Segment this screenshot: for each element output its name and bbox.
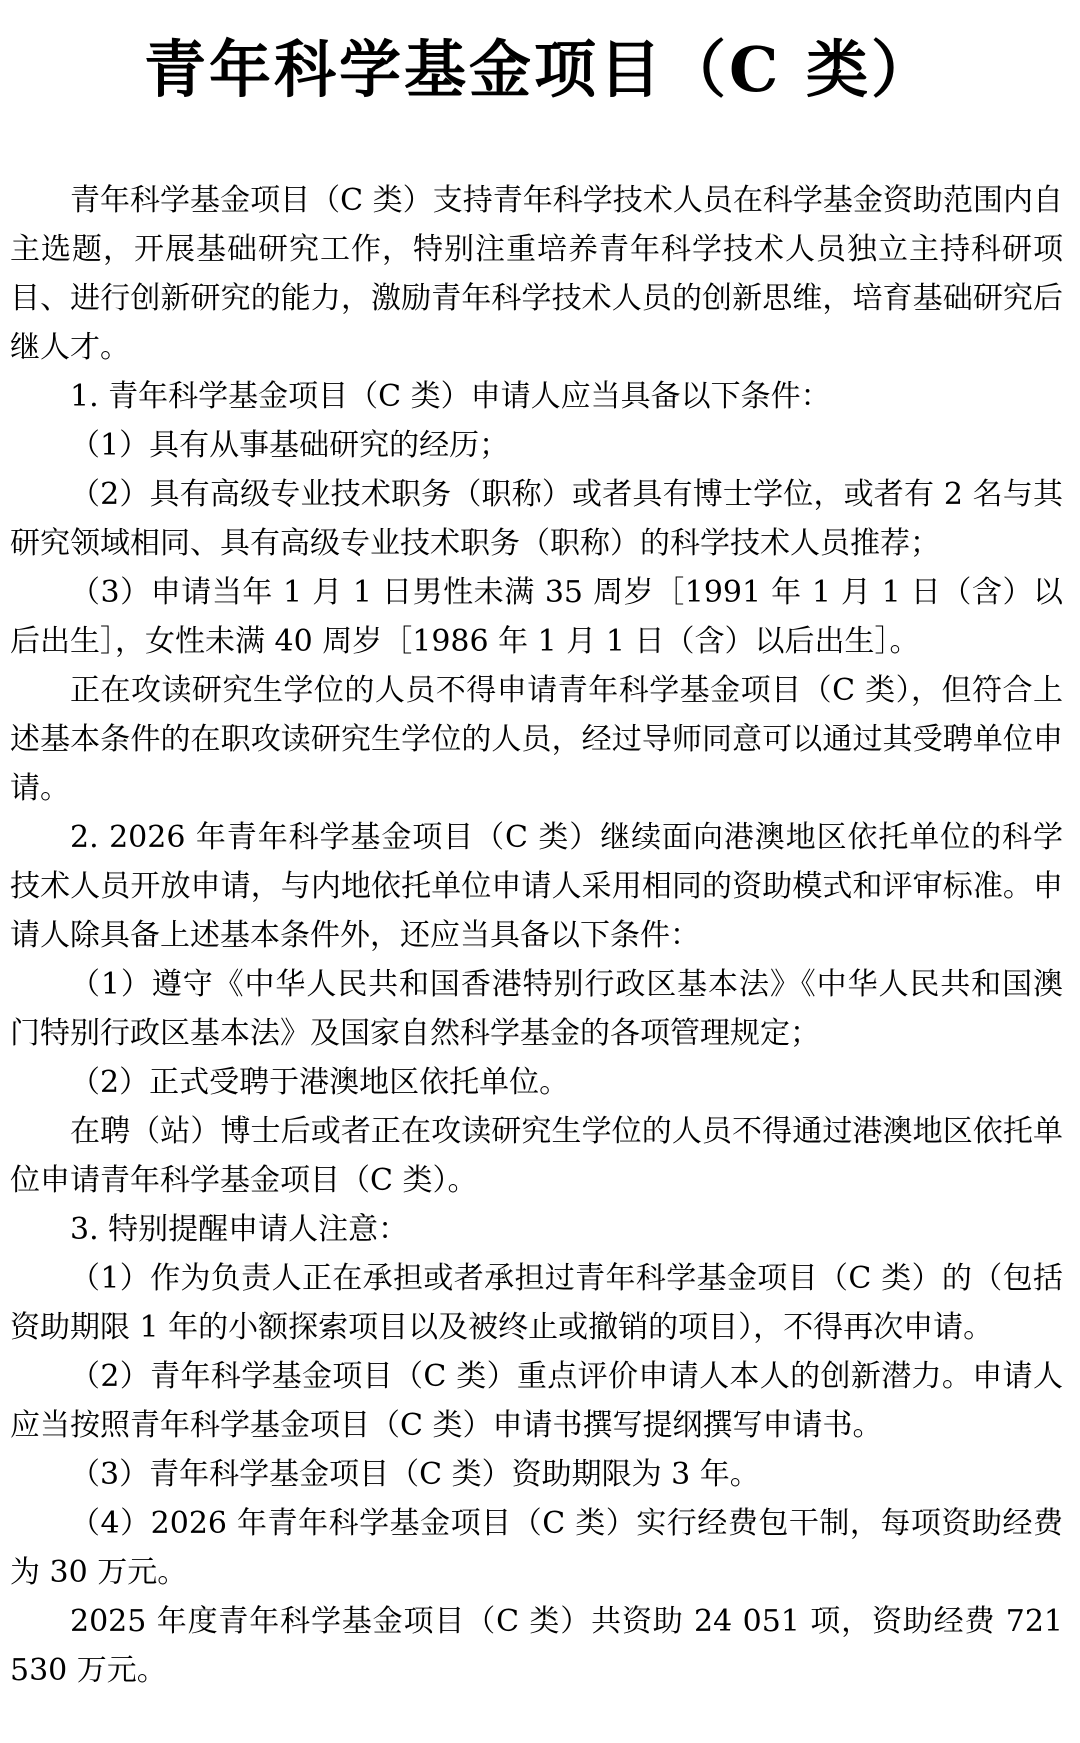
paragraph: （2）具有高级专业技术职务（职称）或者具有博士学位，或者有 2 名与其研究领域相同、具有高级专业技术职务（职称）的科学技术人员推荐；: [10, 477, 1063, 561]
paragraph: （3）青年科学基金项目（C 类）资助期限为 3 年。: [70, 1457, 760, 1492]
document-body: [0, 176, 1080, 1695]
paragraph: 2025 年度青年科学基金项目（C 类）共资助 24 051 项，资助经费 721 530 万元。: [10, 1604, 1063, 1688]
paragraph: 正在攻读研究生学位的人员不得申请青年科学基金项目（C 类），但符合上述基本条件的在职攻读研究生学位的人员，经过导师同意可以通过其受聘单位申请。: [10, 673, 1063, 806]
paragraph: 3. 特别提醒申请人注意：: [70, 1212, 409, 1247]
paragraph: （2）青年科学基金项目（C 类）重点评价申请人本人的创新潜力。申请人应当按照青年科学基金项目（C 类）申请书撰写提纲撰写申请书。: [10, 1359, 1063, 1443]
paragraph: 1. 青年科学基金项目（C 类）申请人应当具备以下条件：: [70, 379, 831, 414]
paragraph: （2）正式受聘于港澳地区依托单位。: [70, 1065, 570, 1100]
paragraph: （4）2026 年青年科学基金项目（C 类）实行经费包干制，每项资助经费为 30 万元。: [10, 1506, 1063, 1590]
paragraph: 在聘（站）博士后或者正在攻读研究生学位的人员不得通过港澳地区依托单位申请青年科学基金项目（C 类）。: [10, 1114, 1063, 1198]
document-title: 青年科学基金项目（C 类）: [144, 33, 936, 106]
paragraph: （3）申请当年 1 月 1 日男性未满 35 周岁［1991 年 1 月 1 日（含）以后出生］，女性未满 40 周岁［1986 年 1 月 1 日（含）以后出生］。: [10, 575, 1063, 659]
paragraph: （1）作为负责人正在承担或者承担过青年科学基金项目（C 类）的（包括资助期限 1 年的小额探索项目以及被终止或撤销的项目），不得再次申请。: [10, 1261, 1063, 1345]
paragraph: 2. 2026 年青年科学基金项目（C 类）继续面向港澳地区依托单位的科学技术人员开放申请，与内地依托单位申请人采用相同的资助模式和评审标准。申请人除具备上述基本条件外，还应当具备以下条件：: [10, 820, 1063, 953]
paragraph: （1）遵守《中华人民共和国香港特别行政区基本法》《中华人民共和国澳门特别行政区基本法》及国家自然科学基金的各项管理规定；: [10, 967, 1063, 1051]
paragraph: 青年科学基金项目（C 类）支持青年科学技术人员在科学基金资助范围内自主选题，开展基础研究工作，特别注重培养青年科学技术人员独立主持科研项目、进行创新研究的能力，激励青年科学技术人员的创新思维，培育基础研究后继人才。: [10, 183, 1063, 365]
paragraph: （1）具有从事基础研究的经历；: [70, 428, 510, 463]
